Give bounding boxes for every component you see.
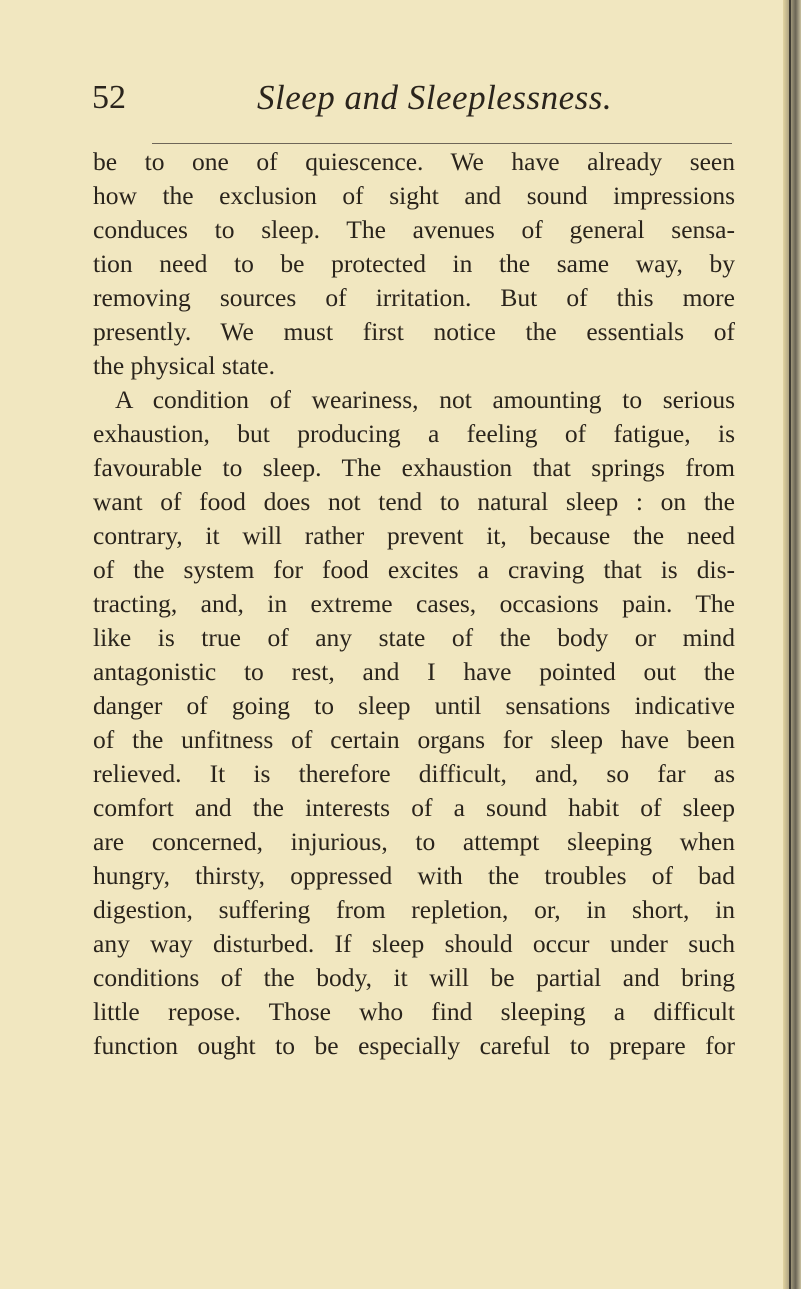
header-rule: [152, 143, 732, 144]
text-line: contrary, it will rather prevent it, because the need: [93, 521, 735, 550]
running-title: Sleep and Sleeplessness.: [257, 78, 613, 117]
text-line: any way disturbed. If sleep should occur under such: [93, 929, 735, 958]
text-line: tracting, and, in extreme cases, occasions pain. The: [93, 589, 735, 618]
text-line: are concerned, injurious, to attempt sleeping when: [93, 827, 735, 856]
text-line: how the exclusion of sight and sound impressions: [93, 181, 735, 210]
page-edge-shadow: [783, 0, 801, 1289]
page-number: 52: [92, 79, 126, 116]
text-line: danger of going to sleep until sensations indicative: [93, 691, 735, 720]
text-line: be to one of quiescence. We have already seen: [93, 147, 735, 176]
text-line: conditions of the body, it will be partial and bring: [93, 963, 735, 992]
text-line: relieved. It is therefore difficult, and, so far as: [93, 759, 735, 788]
text-line: of the unfitness of certain organs for sleep have been: [93, 725, 735, 754]
text-line: digestion, suffering from repletion, or, in short, in: [93, 895, 735, 924]
text-line: exhaustion, but producing a feeling of fatigue, is: [93, 419, 735, 448]
page-edge-line: [789, 0, 791, 1289]
text-line: conduces to sleep. The avenues of general sensa-: [93, 215, 735, 244]
text-line: the physical state.: [93, 351, 275, 380]
text-line: little repose. Those who find sleeping a difficult: [93, 997, 735, 1026]
text-line: tion need to be protected in the same way, by: [93, 249, 735, 278]
text-line: like is true of any state of the body or mind: [93, 623, 735, 652]
text-line: want of food does not tend to natural sleep : on the: [93, 487, 735, 516]
text-line: function ought to be especially careful to prepare for: [93, 1031, 735, 1060]
text-line: antagonistic to rest, and I have pointed out the: [93, 657, 735, 686]
text-line: comfort and the interests of a sound habit of sleep: [93, 793, 735, 822]
text-line: removing sources of irritation. But of this more: [93, 283, 735, 312]
text-line: hungry, thirsty, oppressed with the troubles of bad: [93, 861, 735, 890]
body-text: [93, 145, 735, 1063]
text-line: favourable to sleep. The exhaustion that springs from: [93, 453, 735, 482]
page-header: [92, 74, 732, 124]
text-line: of the system for food excites a craving that is dis-: [93, 555, 735, 584]
paragraph-start-line: A condition of weariness, not amounting to serious: [115, 385, 735, 414]
text-line: presently. We must first notice the essentials of: [93, 317, 735, 346]
